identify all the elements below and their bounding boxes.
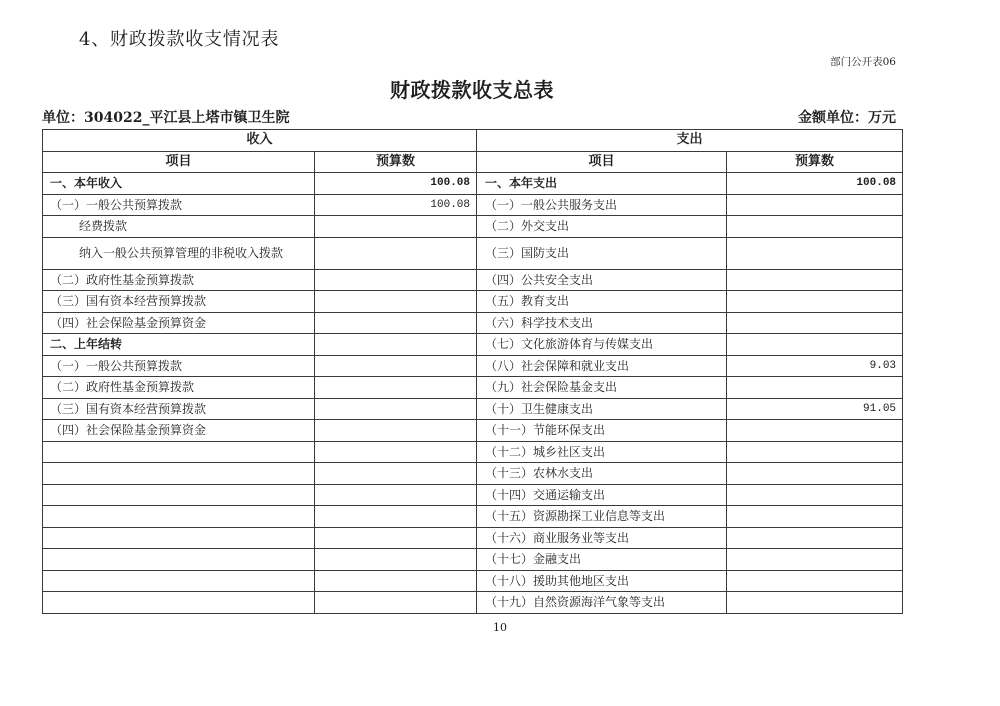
income-item-cell: 二、上年结转 xyxy=(43,334,315,356)
income-budget-cell xyxy=(315,312,477,334)
expense-budget-cell xyxy=(727,216,903,238)
unit-label: 单位：304022_平江县上塔市镇卫生院 xyxy=(42,110,290,126)
expense-budget-cell xyxy=(727,570,903,592)
table-row xyxy=(43,173,903,195)
col-header-income-item: 项目 xyxy=(43,151,315,173)
expense-item-cell: （二）外交支出 xyxy=(477,216,727,238)
income-item-cell: （二）政府性基金预算拨款 xyxy=(43,269,315,291)
section-title: 4、财政拨款收支情况表 xyxy=(79,29,280,50)
expense-item-cell: （十七）金融支出 xyxy=(477,549,727,571)
expense-item-cell: （五）教育支出 xyxy=(477,291,727,313)
table-row xyxy=(43,549,903,571)
col-header-expense-item: 项目 xyxy=(477,151,727,173)
amount-unit: 金额单位：万元 xyxy=(798,110,896,126)
table-row xyxy=(43,194,903,216)
income-budget-cell xyxy=(315,420,477,442)
expense-item-cell: （十四）交通运输支出 xyxy=(477,484,727,506)
expense-item-cell: （十三）农林水支出 xyxy=(477,463,727,485)
income-item-cell: 经费拨款 xyxy=(43,216,315,238)
expense-budget-cell xyxy=(727,420,903,442)
income-budget-cell xyxy=(315,463,477,485)
expense-budget-cell xyxy=(727,334,903,356)
income-item-cell xyxy=(43,506,315,528)
income-item-cell xyxy=(43,592,315,614)
expense-budget-cell xyxy=(727,291,903,313)
income-budget-cell xyxy=(315,377,477,399)
income-budget-cell: 100.08 xyxy=(315,173,477,195)
table-header xyxy=(43,130,903,173)
expense-header: 支出 xyxy=(477,130,903,152)
expense-budget-cell xyxy=(727,484,903,506)
table-row xyxy=(43,441,903,463)
table-row xyxy=(43,291,903,313)
table-row xyxy=(43,570,903,592)
income-item-cell xyxy=(43,441,315,463)
income-item-cell xyxy=(43,549,315,571)
expense-budget-cell xyxy=(727,506,903,528)
expense-budget-cell xyxy=(727,527,903,549)
table-row xyxy=(43,334,903,356)
expense-budget-cell xyxy=(727,312,903,334)
expense-item-cell: （十六）商业服务业等支出 xyxy=(477,527,727,549)
income-budget-cell xyxy=(315,269,477,291)
expense-item-cell: 一、本年支出 xyxy=(477,173,727,195)
table-row xyxy=(43,398,903,420)
income-item-cell: 一、本年收入 xyxy=(43,173,315,195)
income-budget-cell xyxy=(315,216,477,238)
table-row xyxy=(43,420,903,442)
expense-budget-cell xyxy=(727,441,903,463)
income-budget-cell xyxy=(315,334,477,356)
table-row xyxy=(43,377,903,399)
income-item-cell xyxy=(43,570,315,592)
table-row xyxy=(43,527,903,549)
page-number: 10 xyxy=(493,621,507,634)
expense-item-cell: （四）公共安全支出 xyxy=(477,269,727,291)
income-budget-cell xyxy=(315,291,477,313)
expense-item-cell: （十）卫生健康支出 xyxy=(477,398,727,420)
income-budget-cell: 100.08 xyxy=(315,194,477,216)
expense-item-cell: （六）科学技术支出 xyxy=(477,312,727,334)
table-title: 财政拨款收支总表 xyxy=(390,78,554,102)
income-budget-cell xyxy=(315,592,477,614)
table-row xyxy=(43,484,903,506)
income-budget-cell xyxy=(315,484,477,506)
expense-item-cell: （三）国防支出 xyxy=(477,237,727,269)
income-budget-cell xyxy=(315,549,477,571)
expense-budget-cell xyxy=(727,237,903,269)
form-code: 部门公开表06 xyxy=(830,56,896,68)
expense-item-cell: （九）社会保险基金支出 xyxy=(477,377,727,399)
table-row xyxy=(43,216,903,238)
income-budget-cell xyxy=(315,398,477,420)
income-budget-cell xyxy=(315,441,477,463)
income-item-cell: （四）社会保险基金预算资金 xyxy=(43,420,315,442)
income-budget-cell xyxy=(315,570,477,592)
table-row xyxy=(43,312,903,334)
table-row xyxy=(43,237,903,269)
income-header: 收入 xyxy=(43,130,477,152)
income-item-cell xyxy=(43,463,315,485)
expense-budget-cell: 9.03 xyxy=(727,355,903,377)
expense-budget-cell xyxy=(727,194,903,216)
expense-item-cell: （一）一般公共服务支出 xyxy=(477,194,727,216)
income-item-cell: 纳入一般公共预算管理的非税收入拨款 xyxy=(43,237,315,269)
income-item-cell xyxy=(43,527,315,549)
income-item-cell: （一）一般公共预算拨款 xyxy=(43,355,315,377)
income-item-cell xyxy=(43,484,315,506)
header-row-columns xyxy=(43,151,903,173)
expense-item-cell: （十五）资源勘探工业信息等支出 xyxy=(477,506,727,528)
table-row xyxy=(43,592,903,614)
income-item-cell: （三）国有资本经营预算拨款 xyxy=(43,398,315,420)
expense-budget-cell xyxy=(727,463,903,485)
table-row xyxy=(43,463,903,485)
header-row-sections xyxy=(43,130,903,152)
expense-budget-cell xyxy=(727,592,903,614)
expense-item-cell: （八）社会保障和就业支出 xyxy=(477,355,727,377)
expense-budget-cell: 100.08 xyxy=(727,173,903,195)
income-budget-cell xyxy=(315,506,477,528)
income-budget-cell xyxy=(315,355,477,377)
table-row xyxy=(43,269,903,291)
budget-table xyxy=(42,129,903,614)
expense-item-cell: （十九）自然资源海洋气象等支出 xyxy=(477,592,727,614)
income-item-cell: （一）一般公共预算拨款 xyxy=(43,194,315,216)
income-item-cell: （二）政府性基金预算拨款 xyxy=(43,377,315,399)
expense-item-cell: （七）文化旅游体育与传媒支出 xyxy=(477,334,727,356)
income-item-cell: （四）社会保险基金预算资金 xyxy=(43,312,315,334)
expense-budget-cell: 91.05 xyxy=(727,398,903,420)
expense-budget-cell xyxy=(727,377,903,399)
col-header-expense-budget: 预算数 xyxy=(727,151,903,173)
unit-line xyxy=(42,109,902,127)
expense-item-cell: （十八）援助其他地区支出 xyxy=(477,570,727,592)
expense-budget-cell xyxy=(727,269,903,291)
table-body xyxy=(43,173,903,614)
expense-item-cell: （十一）节能环保支出 xyxy=(477,420,727,442)
table-row xyxy=(43,355,903,377)
income-budget-cell xyxy=(315,237,477,269)
income-item-cell: （三）国有资本经营预算拨款 xyxy=(43,291,315,313)
expense-budget-cell xyxy=(727,549,903,571)
table-row xyxy=(43,506,903,528)
expense-item-cell: （十二）城乡社区支出 xyxy=(477,441,727,463)
col-header-income-budget: 预算数 xyxy=(315,151,477,173)
income-budget-cell xyxy=(315,527,477,549)
